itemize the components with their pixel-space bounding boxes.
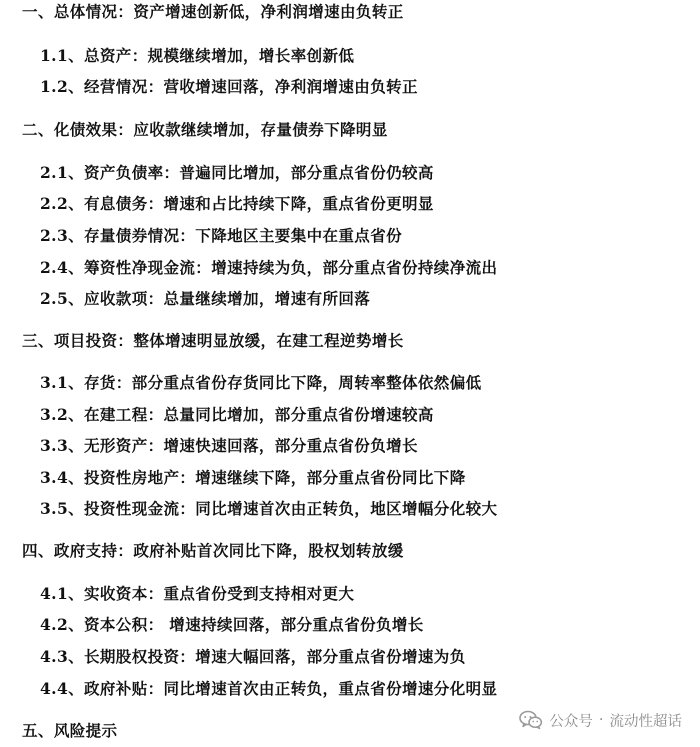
subsection-number: 1.2、 (40, 77, 85, 96)
section-title: 政府支持：政府补贴首次同比下降，股权划转放缓 (53, 541, 404, 560)
section-title: 项目投资：整体增速明显放缓，在建工程逆势增长 (53, 331, 404, 350)
subsection-number: 2.5、 (40, 289, 85, 308)
subsection-2-3 (40, 226, 402, 246)
subsection-title: 资产负债率：普遍同比增加，部分重点省份仍较高 (84, 163, 434, 182)
section-number: 二、 (22, 120, 54, 139)
subsection-2-1 (40, 163, 434, 183)
subsection-number: 3.4、 (40, 468, 85, 487)
section-title: 风险提示 (53, 721, 118, 740)
subsection-number: 4.1、 (40, 584, 85, 603)
subsection-2-2 (40, 194, 434, 214)
subsection-title: 在建工程：总量同比增加，部分重点省份增速较高 (84, 405, 434, 424)
section-number: 五、 (22, 721, 54, 740)
subsection-number: 3.2、 (40, 405, 85, 424)
subsection-3-3 (40, 436, 418, 456)
subsection-title: 应收款项：总量继续增加，增速有所回落 (84, 289, 371, 308)
watermark-separator: · (598, 712, 604, 728)
subsection-number: 4.3、 (40, 647, 85, 666)
section-4-heading (22, 541, 404, 561)
subsection-3-2 (40, 405, 434, 425)
section-5-heading (22, 721, 117, 741)
subsection-title: 投资性房地产：增速继续下降，部分重点省份同比下降 (84, 468, 466, 487)
subsection-title: 存量债券情况：下降地区主要集中在重点省份 (84, 226, 403, 245)
subsection-3-1 (40, 373, 482, 393)
section-number: 三、 (22, 331, 54, 350)
subsection-number: 2.2、 (40, 194, 85, 213)
subsection-title: 存货：部分重点省份存货同比下降，周转率整体依然偏低 (84, 373, 482, 392)
subsection-2-5 (40, 289, 370, 309)
watermark-prefix: 公众号 (549, 713, 593, 730)
subsection-4-3 (40, 647, 466, 667)
subsection-3-4 (40, 468, 466, 488)
subsection-number: 1.1、 (40, 46, 85, 65)
subsection-number: 4.2、 (40, 615, 85, 634)
subsection-number: 2.3、 (40, 226, 85, 245)
section-2-heading (22, 120, 388, 140)
subsection-title: 投资性现金流：同比增速首次由正转负，地区增幅分化较大 (84, 499, 498, 518)
watermark-account-name: 流动性超话 (609, 713, 682, 730)
subsection-4-1 (40, 584, 354, 604)
subsection-title: 无形资产：增速快速回落，部分重点省份负增长 (84, 436, 418, 455)
subsection-number: 4.4、 (40, 679, 85, 698)
section-3-heading (22, 331, 404, 351)
subsection-title: 政府补贴：同比增速首次由正转负，重点省份增速分化明显 (84, 679, 498, 698)
subsection-title: 实收资本：重点省份受到支持相对更大 (84, 584, 355, 603)
section-1-heading (22, 2, 404, 22)
subsection-title: 长期股权投资：增速大幅回落，部分重点省份增速为负 (84, 647, 466, 666)
subsection-title: 有息债务：增速和占比持续下降，重点省份更明显 (84, 194, 434, 213)
section-title: 总体情况：资产增速创新低，净利润增速由负转正 (53, 2, 404, 21)
section-number: 一、 (22, 2, 54, 21)
subsection-3-5 (40, 499, 497, 519)
wechat-icon (519, 710, 543, 730)
subsection-title: 总资产：规模继续增加，增长率创新低 (84, 46, 355, 65)
subsection-2-4 (40, 258, 497, 278)
section-number: 四、 (22, 541, 54, 560)
subsection-4-4 (40, 679, 497, 699)
subsection-number: 3.5、 (40, 499, 85, 518)
section-title: 化债效果：应收款继续增加，存量债券下降明显 (53, 120, 388, 139)
subsection-4-2 (40, 615, 424, 635)
subsection-title: 资本公积： 增速持续回落，部分重点省份负增长 (84, 615, 424, 634)
subsection-number: 3.3、 (40, 436, 85, 455)
subsection-number: 3.1、 (40, 373, 85, 392)
subsection-1-2 (40, 77, 418, 97)
wechat-account-watermark (519, 708, 682, 732)
subsection-1-1 (40, 46, 354, 66)
subsection-number: 2.1、 (40, 163, 85, 182)
subsection-title: 筹资性净现金流：增速持续为负，部分重点省份持续净流出 (84, 258, 498, 277)
subsection-number: 2.4、 (40, 258, 85, 277)
subsection-title: 经营情况：营收增速回落，净利润增速由负转正 (84, 77, 418, 96)
